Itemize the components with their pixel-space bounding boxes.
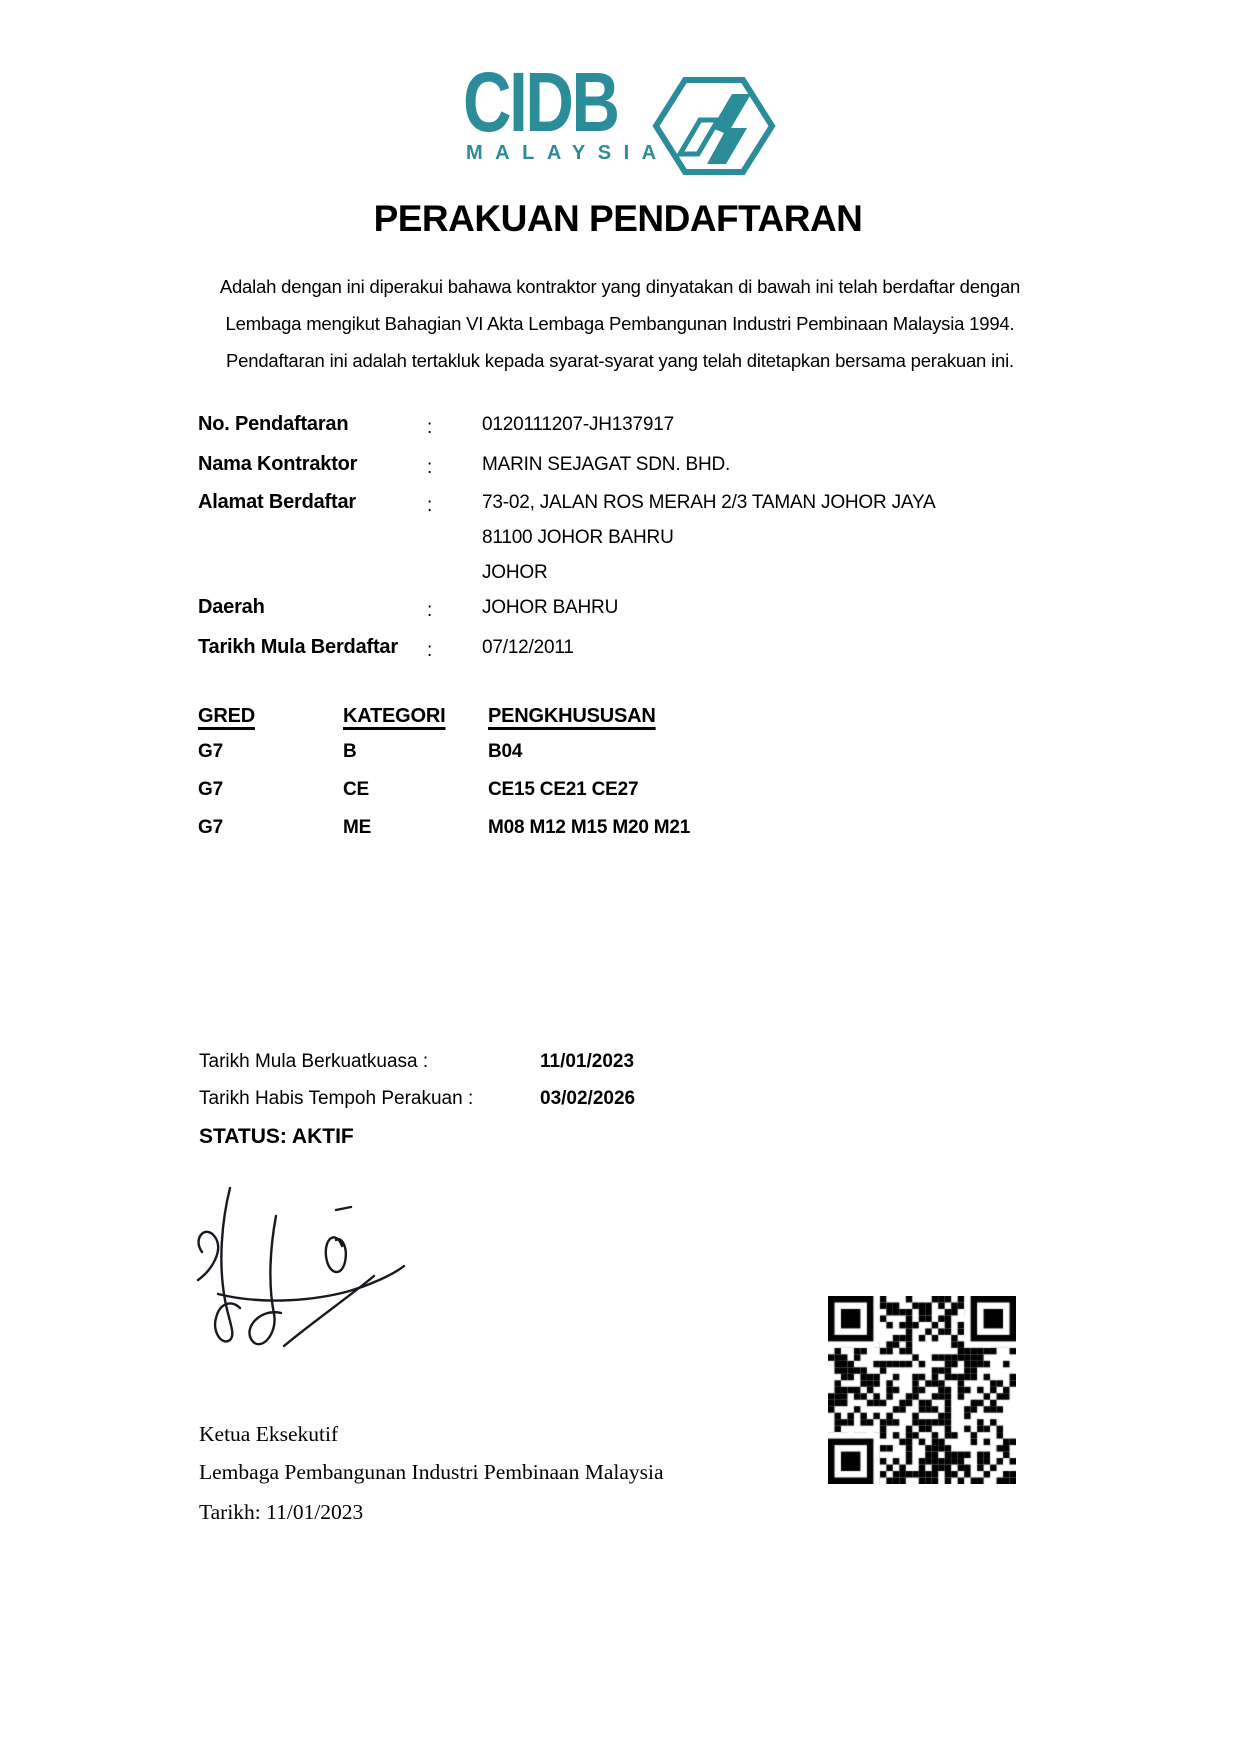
pengkhususan-cell: M08 M12 M15 M20 M21 <box>488 817 691 838</box>
district-value: JOHOR BAHRU <box>482 597 619 618</box>
registered-address-line-2: 81100 JOHOR BAHRU <box>482 527 674 548</box>
effective-date-label: Tarikh Mula Berkuatkuasa : <box>199 1051 429 1072</box>
contractor-name-label: Nama Kontraktor <box>198 453 358 475</box>
intro-paragraph <box>0 268 1240 379</box>
cidb-wordmark: CIDB <box>463 55 618 149</box>
registration-start-date-value: 07/12/2011 <box>482 637 574 658</box>
colon: : <box>427 600 433 621</box>
colon: : <box>427 417 433 438</box>
signature-image <box>188 1182 418 1372</box>
registered-address-label: Alamat Berdaftar <box>198 491 356 513</box>
registration-no-value: 0120111207-JH137917 <box>482 414 674 435</box>
colon: : <box>427 640 433 661</box>
qr-code <box>828 1296 1016 1484</box>
district-label: Daerah <box>198 596 265 618</box>
pengkhususan-cell: CE15 CE21 CE27 <box>488 779 639 800</box>
status-badge: STATUS: AKTIF <box>199 1125 354 1148</box>
intro-line-1: Adalah dengan ini diperakui bahawa kontraktor yang dinyatakan di bawah ini telah berdaftar dengan <box>219 276 1021 297</box>
expiry-date-value: 03/02/2026 <box>540 1088 636 1109</box>
intro-line-3: Pendaftaran ini adalah tertakluk kepada syarat-syarat yang telah ditetapkan bersama perakuan ini. <box>226 350 1014 371</box>
pengkhususan-cell: B04 <box>488 741 523 762</box>
registration-start-date-label: Tarikh Mula Berdaftar <box>198 636 398 658</box>
organization-name: Lembaga Pembangunan Industri Pembinaan Malaysia <box>199 1460 664 1484</box>
cidb-malaysia-label: MALAYSIA <box>466 142 669 164</box>
certificate-title: PERAKUAN PENDAFTARAN <box>373 198 863 239</box>
cidb-hexagon-icon <box>652 76 776 176</box>
registration-no-label: No. Pendaftaran <box>198 413 349 435</box>
gred-cell: G7 <box>198 779 223 800</box>
intro-line-2: Lembaga mengikut Bahagian VI Akta Lembaga Pembangunan Industri Pembinaan Malaysia 1994. <box>225 313 1015 334</box>
signatory-title: Ketua Eksekutif <box>199 1422 339 1446</box>
footer-date: Tarikh: 11/01/2023 <box>199 1500 364 1524</box>
gred-cell: G7 <box>198 817 223 838</box>
grade-table-header-pengkhususan: PENGKHUSUSAN <box>488 705 656 727</box>
effective-date-value: 11/01/2023 <box>540 1051 635 1072</box>
kategori-cell: B <box>343 741 357 762</box>
grade-table-header-gred: GRED <box>198 705 255 727</box>
contractor-name-value: MARIN SEJAGAT SDN. BHD. <box>482 454 731 475</box>
colon: : <box>427 495 433 516</box>
colon: : <box>427 457 433 478</box>
grade-table-header-kategori: KATEGORI <box>343 705 446 727</box>
expiry-date-label: Tarikh Habis Tempoh Perakuan : <box>199 1088 474 1109</box>
registered-address-line-3: JOHOR <box>482 562 548 583</box>
kategori-cell: ME <box>343 817 372 838</box>
registered-address-line-1: 73-02, JALAN ROS MERAH 2/3 TAMAN JOHOR JAYA <box>482 492 936 513</box>
gred-cell: G7 <box>198 741 223 762</box>
kategori-cell: CE <box>343 779 369 800</box>
